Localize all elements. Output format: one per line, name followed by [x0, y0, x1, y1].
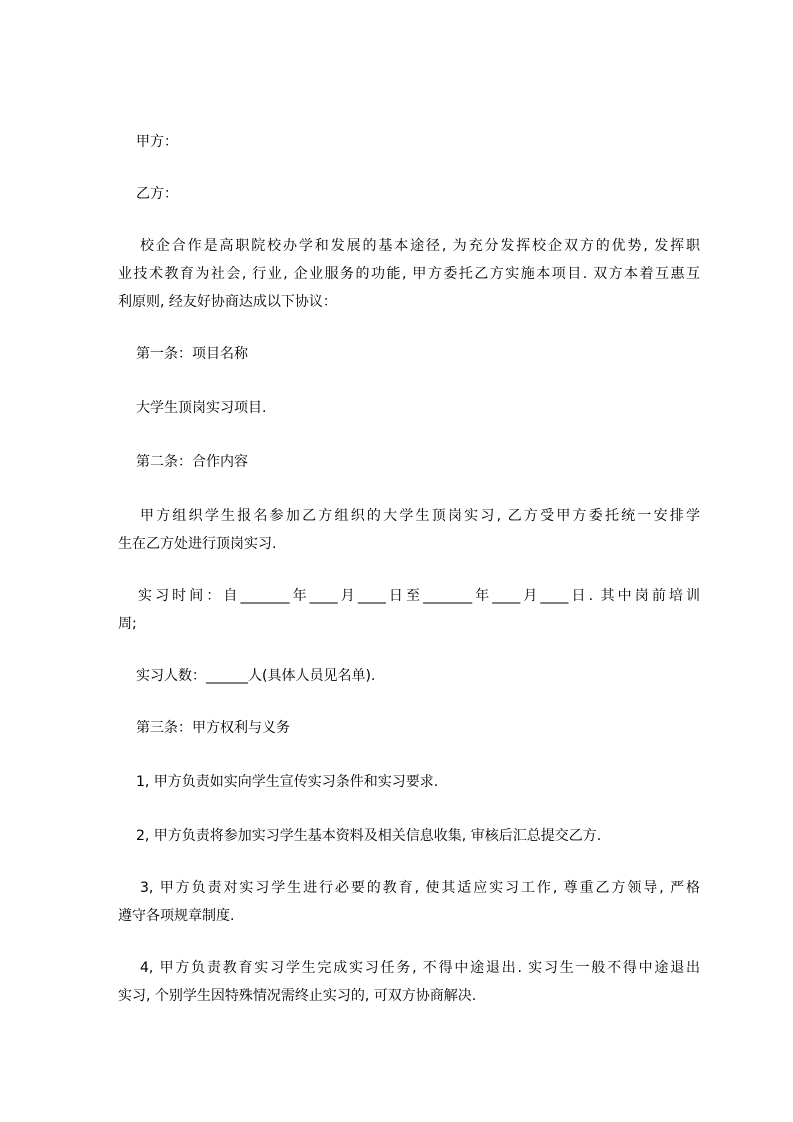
article-3-item-3	[118, 874, 700, 930]
item-3-line-2: 遵守各项规章制度.	[118, 908, 235, 924]
article-3-title: 第三条：甲方权利与义务	[136, 720, 290, 736]
intro-paragraph	[118, 232, 700, 316]
item-4-line-1: 4, 甲方负责教育实习学生完成实习任务, 不得中途退出. 实习生一般不得中途退出	[140, 960, 700, 976]
article-2-line-1: 甲方组织学生报名参加乙方组织的大学生顶岗实习, 乙方受甲方委托统一安排学	[140, 508, 700, 524]
party-a-label: 甲方：	[136, 134, 178, 150]
article-2-line-2: 生在乙方处进行顶岗实习.	[118, 536, 277, 552]
article-2-title: 第二条：合作内容	[136, 454, 248, 470]
article-3-item-2: 2, 甲方负责将参加实习学生基本资料及相关信息收集, 审核后汇总提交乙方.	[136, 828, 602, 844]
internship-time-line-2: 周;	[118, 616, 137, 632]
article-1-body: 大学生顶岗实习项目.	[136, 400, 267, 416]
internship-time	[118, 582, 700, 638]
internship-time-line-1: 实习时间：自_______年____月____日至_______年____月____日. 其中岗前培训	[138, 588, 700, 604]
item-4-line-2: 实习, 个别学生因特殊情况需终止实习的, 可双方协商解决.	[118, 988, 477, 1004]
intro-line-2: 业技术教育为社会, 行业, 企业服务的功能, 甲方委托乙方实施本项目. 双方本着互惠互	[118, 266, 700, 282]
article-3-item-4	[118, 954, 700, 1010]
intro-line-1: 校企合作是高职院校办学和发展的基本途径, 为充分发挥校企双方的优势, 发挥职	[140, 238, 700, 254]
article-2-body	[118, 502, 700, 558]
intro-line-3: 利原则, 经友好协商达成以下协议：	[118, 294, 337, 310]
party-b-label: 乙方：	[136, 186, 178, 202]
article-3-item-1: 1, 甲方负责如实向学生宣传实习条件和实习要求.	[136, 774, 439, 790]
item-3-line-1: 3, 甲方负责对实习学生进行必要的教育, 使其适应实习工作, 尊重乙方领导, 严格	[140, 880, 700, 896]
article-1-title: 第一条：项目名称	[136, 346, 248, 362]
internship-count: 实习人数：______人(具体人员见名单).	[136, 668, 376, 684]
